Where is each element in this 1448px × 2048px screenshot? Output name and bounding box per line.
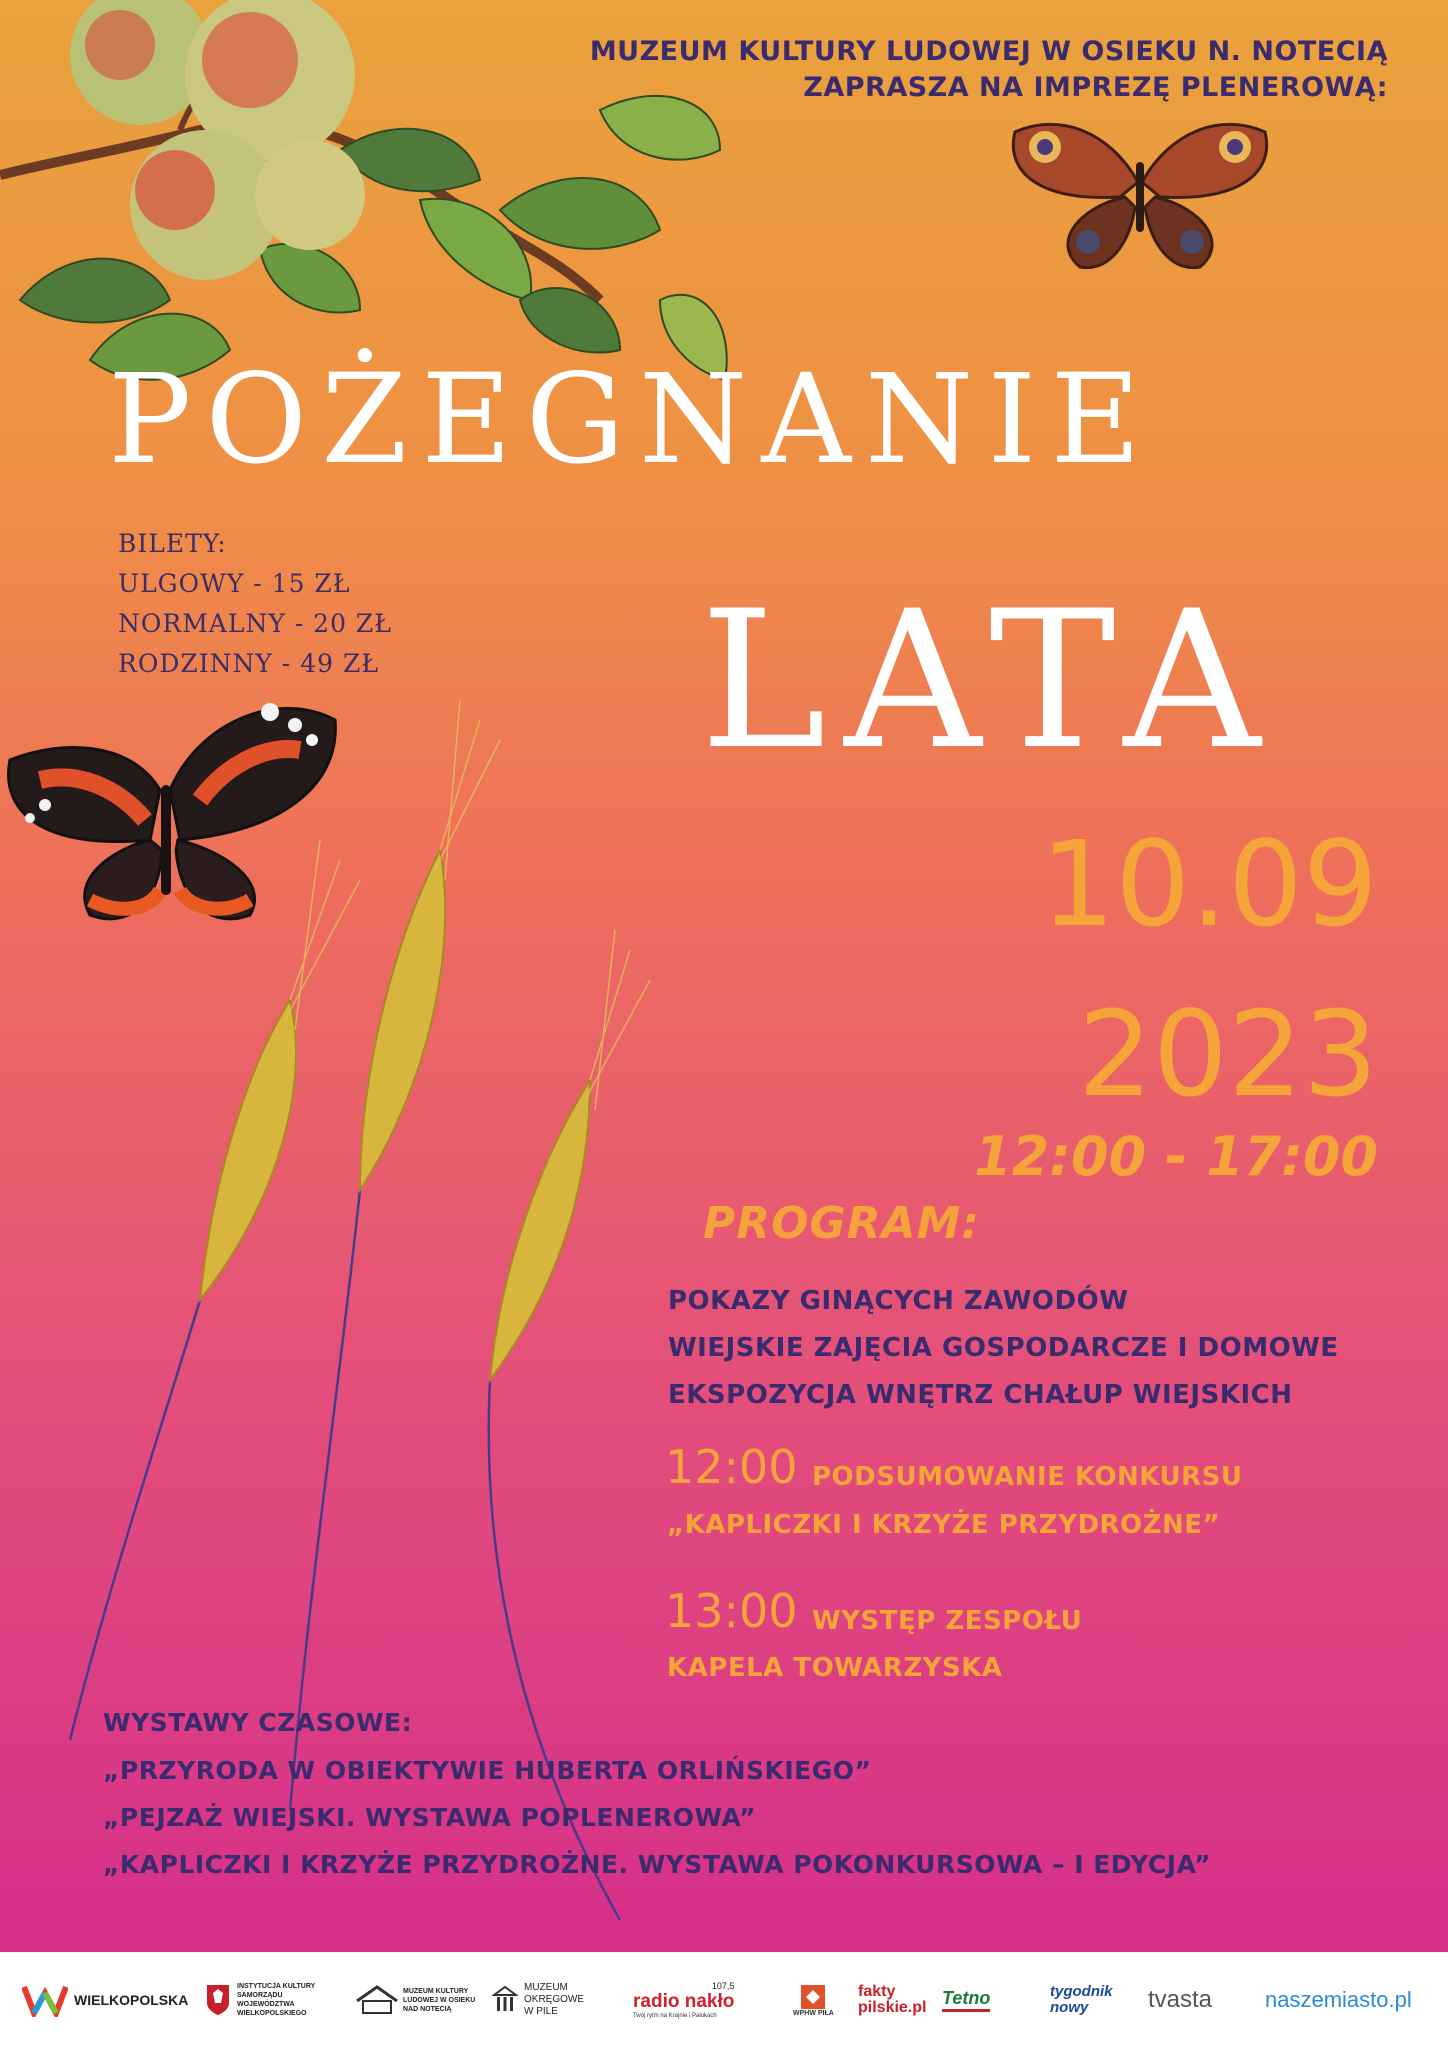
title-line-1: POŻEGNANIE xyxy=(108,348,1155,492)
logo-naszemiasto-text: naszemiasto.pl xyxy=(1265,1987,1412,2012)
logo-wielkopolska xyxy=(22,1952,188,2048)
logo-radio-naklo xyxy=(633,1952,734,2048)
event-1-label: PODSUMOWANIE KONKURSU xyxy=(812,1462,1243,1492)
exhibitions-heading: WYSTAWY CZASOWE: xyxy=(103,1708,413,1737)
logo-muzeum-ludowej-text: MUZEUM KULTURY LUDOWEJ W OSIEKU NAD NOTECIĄ xyxy=(403,1987,476,2013)
coat-of-arms-icon xyxy=(205,1983,231,2017)
logo-nowy-text: tygodnik nowy xyxy=(1050,1983,1113,2016)
tickets-heading: BILETY: xyxy=(118,529,227,558)
logo-tvasta xyxy=(1148,1952,1212,2048)
apples xyxy=(70,0,365,280)
ticket-family: RODZINNY - 49 ZŁ xyxy=(118,649,380,678)
tickets-block xyxy=(118,524,392,684)
logo-instytucja-kultury xyxy=(205,1952,327,2048)
exhibition-item-1: „PRZYRODA W OBIEKTYWIE HUBERTA ORLIŃSKIEGO” xyxy=(103,1756,872,1785)
leaves xyxy=(20,96,727,380)
logo-tetno xyxy=(942,1952,990,2048)
logo-wielkopolska-text: WIELKOPOLSKA xyxy=(74,1992,189,2008)
logo-fakty-text: fakty pilskie.pl xyxy=(858,1983,927,2016)
event-date-year: 2023 xyxy=(1077,985,1378,1123)
wheat-stalks-illustration xyxy=(60,680,700,1940)
header-organizer: MUZEUM KULTURY LUDOWEJ W OSIEKU N. NOTECIĄ xyxy=(589,36,1388,67)
event-2-detail: KAPELA TOWARZYSKA xyxy=(667,1653,1003,1683)
museum-building-icon xyxy=(492,1985,518,2015)
event-hours: 12:00 - 17:00 xyxy=(974,1125,1378,1188)
sponsor-footer xyxy=(0,1952,1448,2048)
event-2-time: 13:00 xyxy=(665,1584,798,1638)
header-invitation: ZAPRASZA NA IMPREZĘ PLENEROWĄ: xyxy=(803,72,1388,103)
logo-muzeum-kultury-ludowej xyxy=(355,1952,483,2048)
event-2-label: WYSTĘP ZESPOŁU xyxy=(812,1606,1083,1636)
logo-muzeum-okregowe-text: MUZEUM OKRĘGOWE W PILE xyxy=(524,1982,585,2017)
event-date-day: 10.09 xyxy=(1040,815,1378,953)
peacock-butterfly-illustration xyxy=(1000,112,1280,272)
logo-radio-naklo-text: radio nakło xyxy=(633,1991,735,2012)
logo-wphw-text: WPHW PIŁA xyxy=(793,2009,834,2017)
event-1-time: 12:00 xyxy=(665,1440,798,1494)
logo-wphw-pila xyxy=(793,1952,834,2048)
logo-fakty-pilskie xyxy=(858,1952,927,2048)
event-1-detail: „KAPLICZKI I KRZYŻE PRZYDROŻNE” xyxy=(667,1510,1221,1540)
logo-naszemiasto xyxy=(1265,1952,1412,2048)
logo-muzeum-okregowe xyxy=(492,1952,594,2048)
program-item-2: WIEJSKIE ZAJĘCIA GOSPODARCZE I DOMOWE xyxy=(668,1333,1339,1363)
cottage-icon xyxy=(355,1985,399,2015)
exhibition-item-3: „KAPLICZKI I KRZYŻE PRZYDROŻNE. WYSTAWA POKONKURSOWA – I EDYCJA” xyxy=(103,1850,1212,1879)
logo-tygodnik-nowy xyxy=(1050,1952,1120,2048)
logo-radio-naklo-sub: Twój rytm na Krajnie i Pałukach xyxy=(633,2013,717,2019)
logo-instytucja-text: INSTYTUCJA KULTURY SAMORZĄDU WOJEWÓDZTWA WIELKOPOLSKIEGO xyxy=(237,1983,316,2017)
logo-radio-naklo-freq: 107,5 xyxy=(711,1981,735,1991)
wielkopolska-w-icon xyxy=(22,1983,68,2017)
program-item-3: EKSPOZYCJA WNĘTRZ CHAŁUP WIEJSKICH xyxy=(668,1380,1293,1410)
logo-tvasta-text: tvasta xyxy=(1148,1986,1213,2013)
ticket-reduced: ULGOWY - 15 ZŁ xyxy=(118,569,351,598)
wphw-arrows-icon xyxy=(800,1984,826,2010)
ticket-normal: NORMALNY - 20 ZŁ xyxy=(118,609,393,638)
program-item-1: POKAZY GINĄCYCH ZAWODÓW xyxy=(668,1286,1129,1316)
logo-tetno-text: Tetno xyxy=(942,1988,990,2012)
exhibition-item-2: „PEJZAŻ WIEJSKI. WYSTAWA POPLENEROWA” xyxy=(103,1803,756,1832)
program-heading: PROGRAM: xyxy=(703,1198,980,1249)
title-line-2: LATA xyxy=(700,570,1279,791)
